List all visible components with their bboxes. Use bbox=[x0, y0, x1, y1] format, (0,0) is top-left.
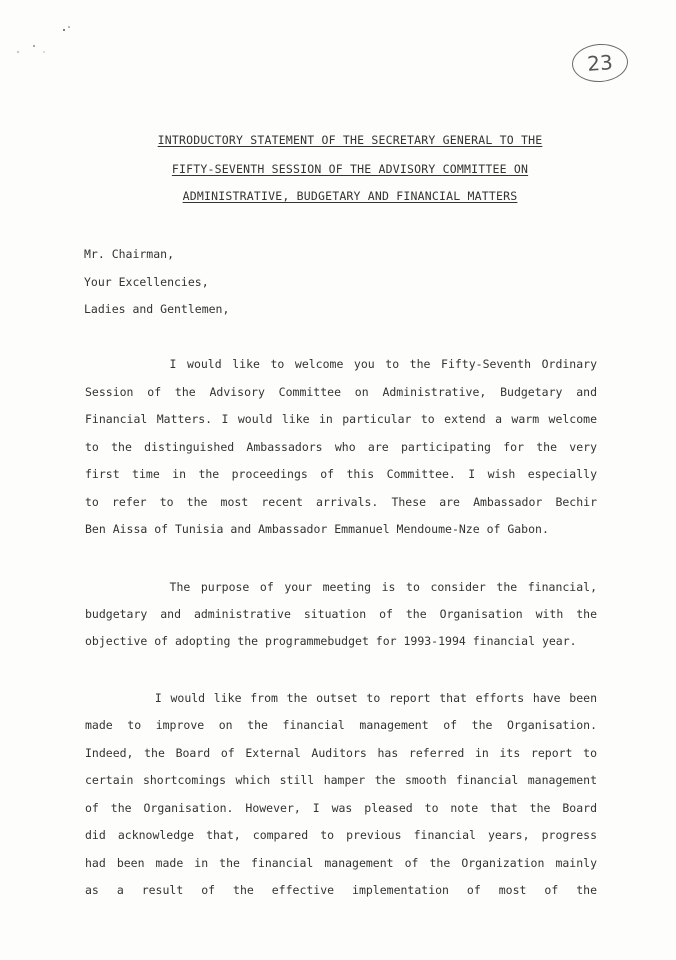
title-line-2: FIFTY-SEVENTH SESSION OF THE ADVISORY COMMITTEE ON bbox=[171, 162, 529, 176]
paragraph-3-line-5: of the Organisation. However, I was pleased to note that the Board bbox=[85, 801, 597, 815]
salutation-chairman: Mr. Chairman, bbox=[84, 247, 175, 261]
page-number-stamp: 23 bbox=[571, 42, 630, 84]
paragraph-3-line-2: made to improve on the financial management of the Organisation. bbox=[85, 718, 597, 732]
paragraph-1-line-6: to refer to the most recent arrivals. These are Ambassador Bechir bbox=[85, 495, 597, 509]
paragraph-1-line-4: to the distinguished Ambassadors who are participating for the very bbox=[85, 440, 597, 454]
paragraph-3-line-1: I would like from the outset to report that efforts have been bbox=[85, 691, 597, 705]
scan-specks bbox=[0, 0, 100, 60]
paragraph-2-line-3: objective of adopting the programmebudget for 1993-1994 financial year. bbox=[85, 634, 577, 648]
paragraph-1-line-3: Financial Matters. I would like in particular to extend a warm welcome bbox=[85, 412, 597, 426]
title-line-3: ADMINISTRATIVE, BUDGETARY AND FINANCIAL MATTERS bbox=[182, 189, 518, 203]
paragraph-2-line-2: budgetary and administrative situation of the Organisation with the bbox=[85, 607, 597, 621]
paragraph-3-line-8: as a result of the effective implementation of most of the bbox=[85, 883, 597, 897]
paragraph-1-line-7: Ben Aissa of Tunisia and Ambassador Emmanuel Mendoume-Nze of Gabon. bbox=[85, 522, 549, 536]
title-line-1: INTRODUCTORY STATEMENT OF THE SECRETARY GENERAL TO THE bbox=[157, 133, 543, 147]
salutation-excellencies: Your Excellencies, bbox=[84, 275, 209, 289]
paragraph-1-line-1: I would like to welcome you to the Fifty-Seventh Ordinary bbox=[85, 357, 597, 371]
paragraph-2-line-1: The purpose of your meeting is to consider the financial, bbox=[85, 580, 597, 594]
paragraph-3-line-3: Indeed, the Board of External Auditors has referred in its report to bbox=[85, 746, 597, 760]
salutation-ladies-gentlemen: Ladies and Gentlemen, bbox=[84, 302, 230, 316]
paragraph-3-line-6: did acknowledge that, compared to previous financial years, progress bbox=[85, 828, 597, 842]
paragraph-3-line-4: certain shortcomings which still hamper the smooth financial management bbox=[85, 773, 597, 787]
paragraph-3-line-7: had been made in the financial management of the Organization mainly bbox=[85, 856, 597, 870]
paragraph-1-line-5: first time in the proceedings of this Committee. I wish especially bbox=[85, 467, 597, 481]
paragraph-1-line-2: Session of the Advisory Committee on Administrative, Budgetary and bbox=[85, 385, 597, 399]
